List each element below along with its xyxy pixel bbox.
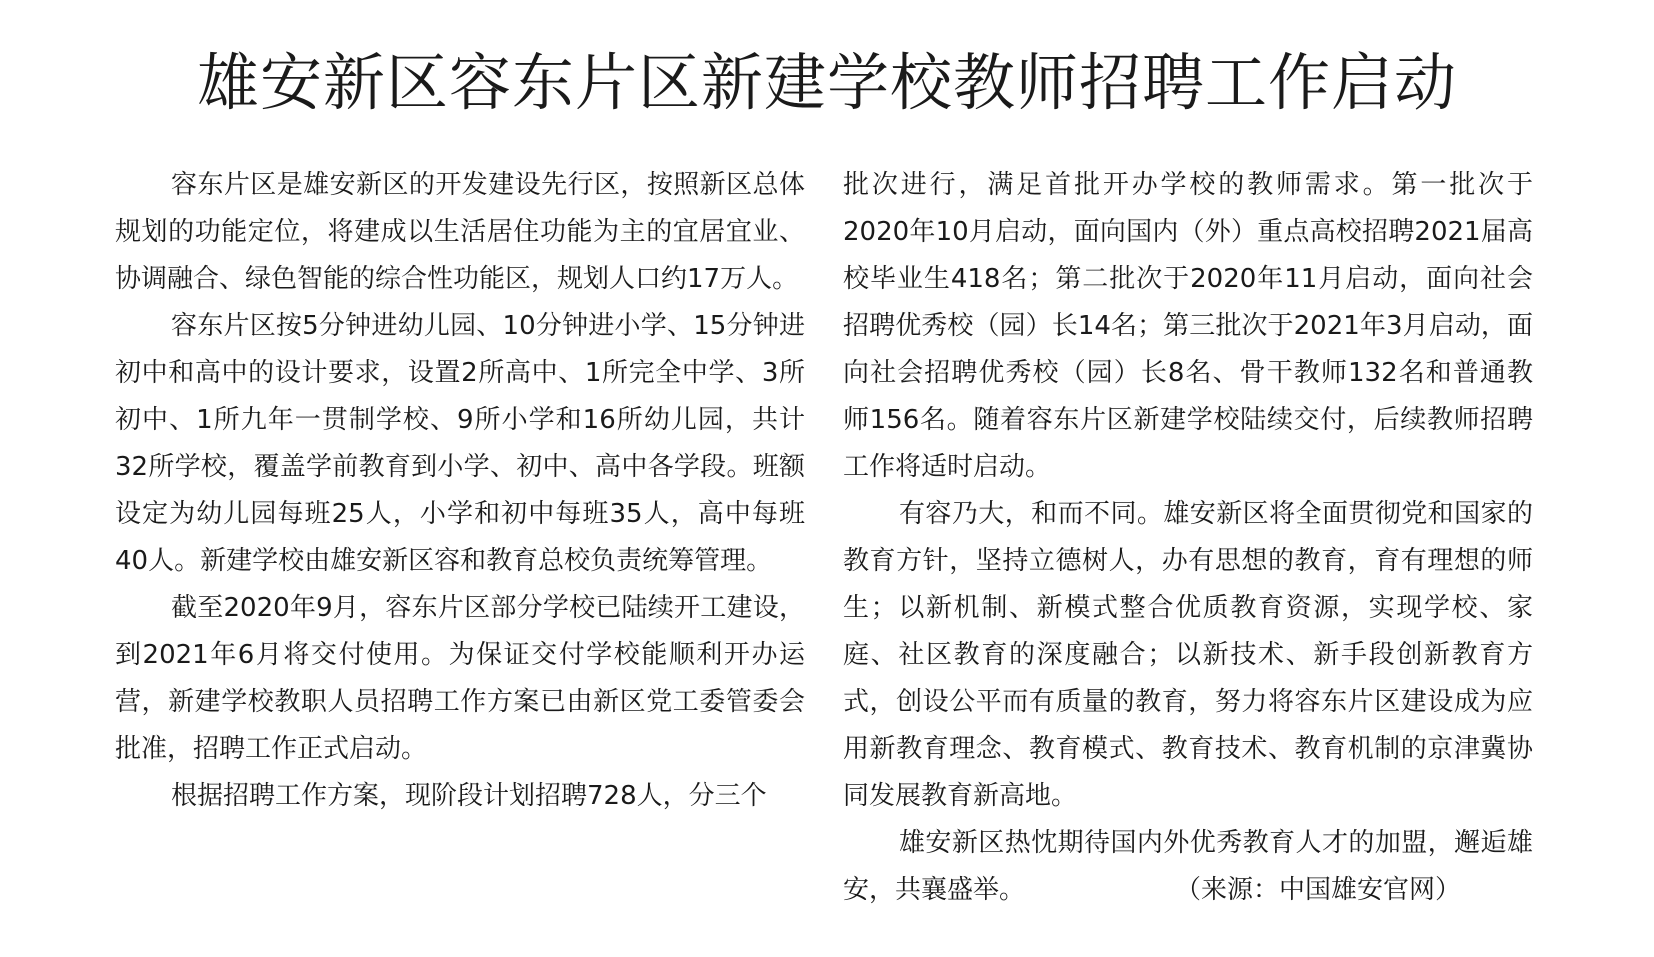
- paragraph: 根据招聘工作方案，现阶段计划招聘728人，分三个: [171, 781, 767, 811]
- closing-paragraph: [843, 820, 1533, 914]
- paragraph: 容东片区按5分钟进幼儿园、10分钟进小学、15分钟进初中和高中的设计要求，设置2所高中、1所完全中学、3所初中、1所九年一贯制学校、9所小学和16所幼儿园，共计32所学校，覆盖学前教育到小学、初中、高中各学段。班额设定为幼儿园每班25人，小学和初中每班35人，高中每班40人。新建学校由雄安新区容和教育总校负责统筹管理。: [115, 311, 805, 576]
- closing-text: 雄安新区热忱期待国内外优秀教育人才的加盟，邂逅雄安，共襄盛举。: [843, 828, 1533, 905]
- paragraph: 截至2020年9月，容东片区部分学校已陆续开工建设，到2021年6月将交付使用。为保证交付学校能顺利开办运营，新建学校教职人员招聘工作方案已由新区党工委管委会批准，招聘工作正式启动。: [115, 593, 805, 764]
- article-source: （来源：中国雄安官网）: [1175, 875, 1462, 905]
- paragraph: 有容乃大，和而不同。雄安新区将全面贯彻党和国家的教育方针，坚持立德树人，办有思想的教育，育有理想的师生；以新机制、新模式整合优质教育资源，实现学校、家庭、社区教育的深度融合；以新技术、新手段创新教育方式，创设公平而有质量的教育，努力将容东片区建设成为应用新教育理念、教育模式、教育技术、教育机制的京津冀协同发展教育新高地。: [843, 499, 1533, 811]
- paragraph: 容东片区是雄安新区的开发建设先行区，按照新区总体规划的功能定位，将建成以生活居住功能为主的宜居宜业、协调融合、绿色智能的综合性功能区，规划人口约17万人。: [115, 170, 805, 294]
- article-title: 雄安新区容东片区新建学校教师招聘工作启动: [196, 46, 1457, 119]
- left-column: [115, 162, 805, 820]
- paragraph-continued: 批次进行，满足首批开办学校的教师需求。第一批次于2020年10月启动，面向国内（外）重点高校招聘2021届高校毕业生418名；第二批次于2020年11月启动，面向社会招聘优秀校（园）长14名；第三批次于2021年3月启动，面向社会招聘优秀校（园）长8名、骨干教师132名和普通教师156名。随着容东片区新建学校陆续交付，后续教师招聘工作将适时启动。: [843, 170, 1533, 482]
- right-column: [843, 162, 1533, 914]
